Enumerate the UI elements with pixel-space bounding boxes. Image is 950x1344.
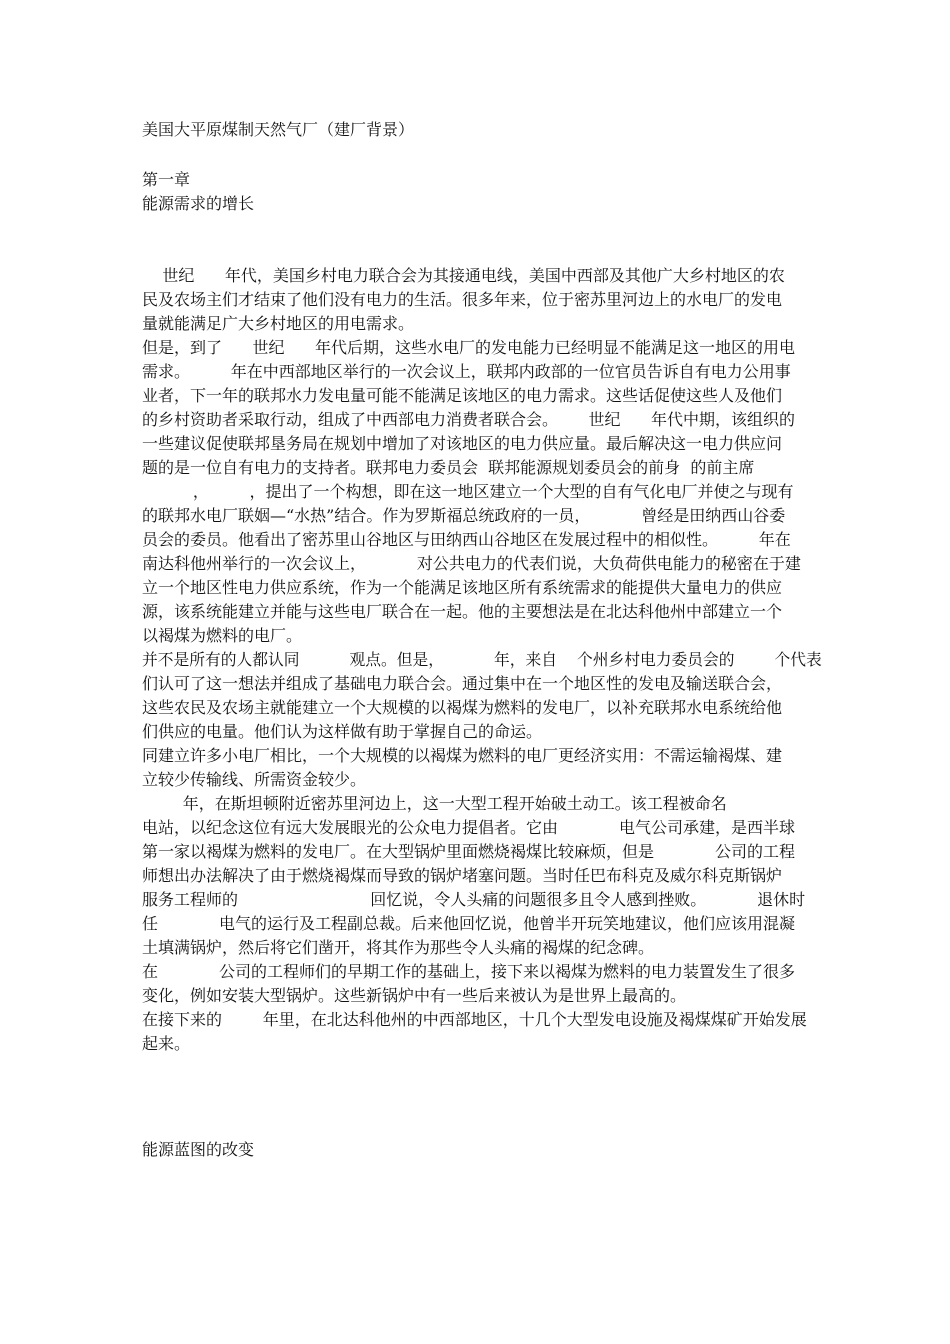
- body-text: [142, 264, 822, 1056]
- body-line: 年，在斯坦顿附近密苏里河边上，这一大型工程开始破土动工。该工程被命名: [142, 794, 727, 813]
- body-line: 题的是一位自有电力的支持者。联邦电力委员会 联邦能源规划委员会的前身 的前主席: [142, 458, 755, 477]
- body-line: 源，该系统能建立并能与这些电厂联合在一起。他的主要想法是在北达科他州中部建立一个: [142, 602, 783, 621]
- body-line: 需求。 年在中西部地区举行的一次会议上，联邦内政部的一位官员告诉自有电力公用事: [142, 362, 791, 381]
- document-title: 美国大平原煤制天然气厂（建厂背景）: [142, 120, 415, 139]
- body-line: 同建立许多小电厂相比，一个大规模的以褐煤为燃料的电厂更经济实用：不需运输褐煤、建: [142, 746, 783, 765]
- body-line: 第一家以褐煤为燃料的发电厂。在大型锅炉里面燃烧褐煤比较麻烦，但是 公司的工程: [142, 842, 796, 861]
- body-line: 以褐煤为燃料的电厂。: [142, 626, 303, 645]
- body-line: 一些建议促使联邦垦务局在规划中增加了对该地区的电力供应量。最后解决这一电力供应问: [142, 434, 783, 453]
- body-line: 量就能满足广大乡村地区的用电需求。: [142, 314, 415, 333]
- body-line: 服务工程师的 回忆说，令人头痛的问题很多且令人感到挫败。 退休时: [142, 890, 806, 909]
- section-title: 能源蓝图的改变: [142, 1140, 255, 1159]
- body-line: 但是，到了 世纪 年代后期，这些水电厂的发电能力已经明显不能满足这一地区的用电: [142, 338, 796, 357]
- body-line: 们认可了这一想法并组成了基础电力联合会。通过集中在一个地区性的发电及输送联合会，: [142, 674, 783, 693]
- body-line: 并不是所有的人都认同 观点。但是， 年，来自 个州乡村电力委员会的 个代表: [142, 650, 822, 669]
- body-line: 世纪 年代，美国乡村电力联合会为其接通电线，美国中西部及其他广大乡村地区的农: [142, 266, 785, 285]
- body-line: 电站，以纪念这位有远大发展眼光的公众电力提倡者。它由 电气公司承建，是西半球: [142, 818, 796, 837]
- body-line: 任 电气的运行及工程副总裁。后来他回忆说，他曾半开玩笑地建议，他们应该用混凝: [142, 914, 796, 933]
- body-line: 师想出办法解决了由于燃烧褐煤而导致的锅炉堵塞问题。当时任巴布科克及威尔科克斯锅炉: [142, 866, 783, 885]
- chapter-label: 第一章: [142, 170, 191, 189]
- body-line: 员会的委员。他看出了密苏里山谷地区与田纳西山谷地区在发展过程中的相似性。 年在: [142, 530, 791, 549]
- body-line: 立一个地区性电力供应系统，作为一个能满足该地区所有系统需求的能提供大量电力的供应: [142, 578, 783, 597]
- body-line: 在 公司的工程师们的早期工作的基础上，接下来以褐煤为燃料的电力装置发生了很多: [142, 962, 796, 981]
- body-line: 起来。: [142, 1034, 191, 1053]
- body-line: 在接下来的 年里，在北达科他州的中西部地区，十几个大型发电设施及褐煤煤矿开始发展: [142, 1010, 807, 1029]
- body-line: 民及农场主们才结束了他们没有电力的生活。很多年来，位于密苏里河边上的水电厂的发电: [142, 290, 783, 309]
- body-line: 们供应的电量。他们认为这样做有助于掌握自己的命运。: [142, 722, 543, 741]
- body-line: 的联邦水电厂联姻—“水热”结合。作为罗斯福总统政府的一员， 曾经是田纳西山谷委: [142, 506, 786, 525]
- body-line: 土填满锅炉，然后将它们凿开，将其作为那些令人头痛的褐煤的纪念碑。: [142, 938, 655, 957]
- body-line: 变化，例如安装大型锅炉。这些新锅炉中有一些后来被认为是世界上最高的。: [142, 986, 687, 1005]
- body-line: 南达科他州举行的一次会议上， 对公共电力的代表们说，大负荷供电能力的秘密在于建: [142, 554, 801, 573]
- body-line: 业者，下一年的联邦水力发电量可能不能满足该地区的电力需求。这些话促使这些人及他们: [142, 386, 783, 405]
- body-line: ， ，提出了一个构想，即在这一地区建立一个大型的自有气化电厂并使之与现有: [142, 482, 794, 501]
- body-line: 立较少传输线、所需资金较少。: [142, 770, 367, 789]
- body-line: 这些农民及农场主就能建立一个大规模的以褐煤为燃料的发电厂，以补充联邦水电系统给他: [142, 698, 783, 717]
- body-line: 的乡村资助者采取行动，组成了中西部电力消费者联合会。 世纪 年代中期，该组织的: [142, 410, 796, 429]
- chapter-title: 能源需求的增长: [142, 194, 255, 213]
